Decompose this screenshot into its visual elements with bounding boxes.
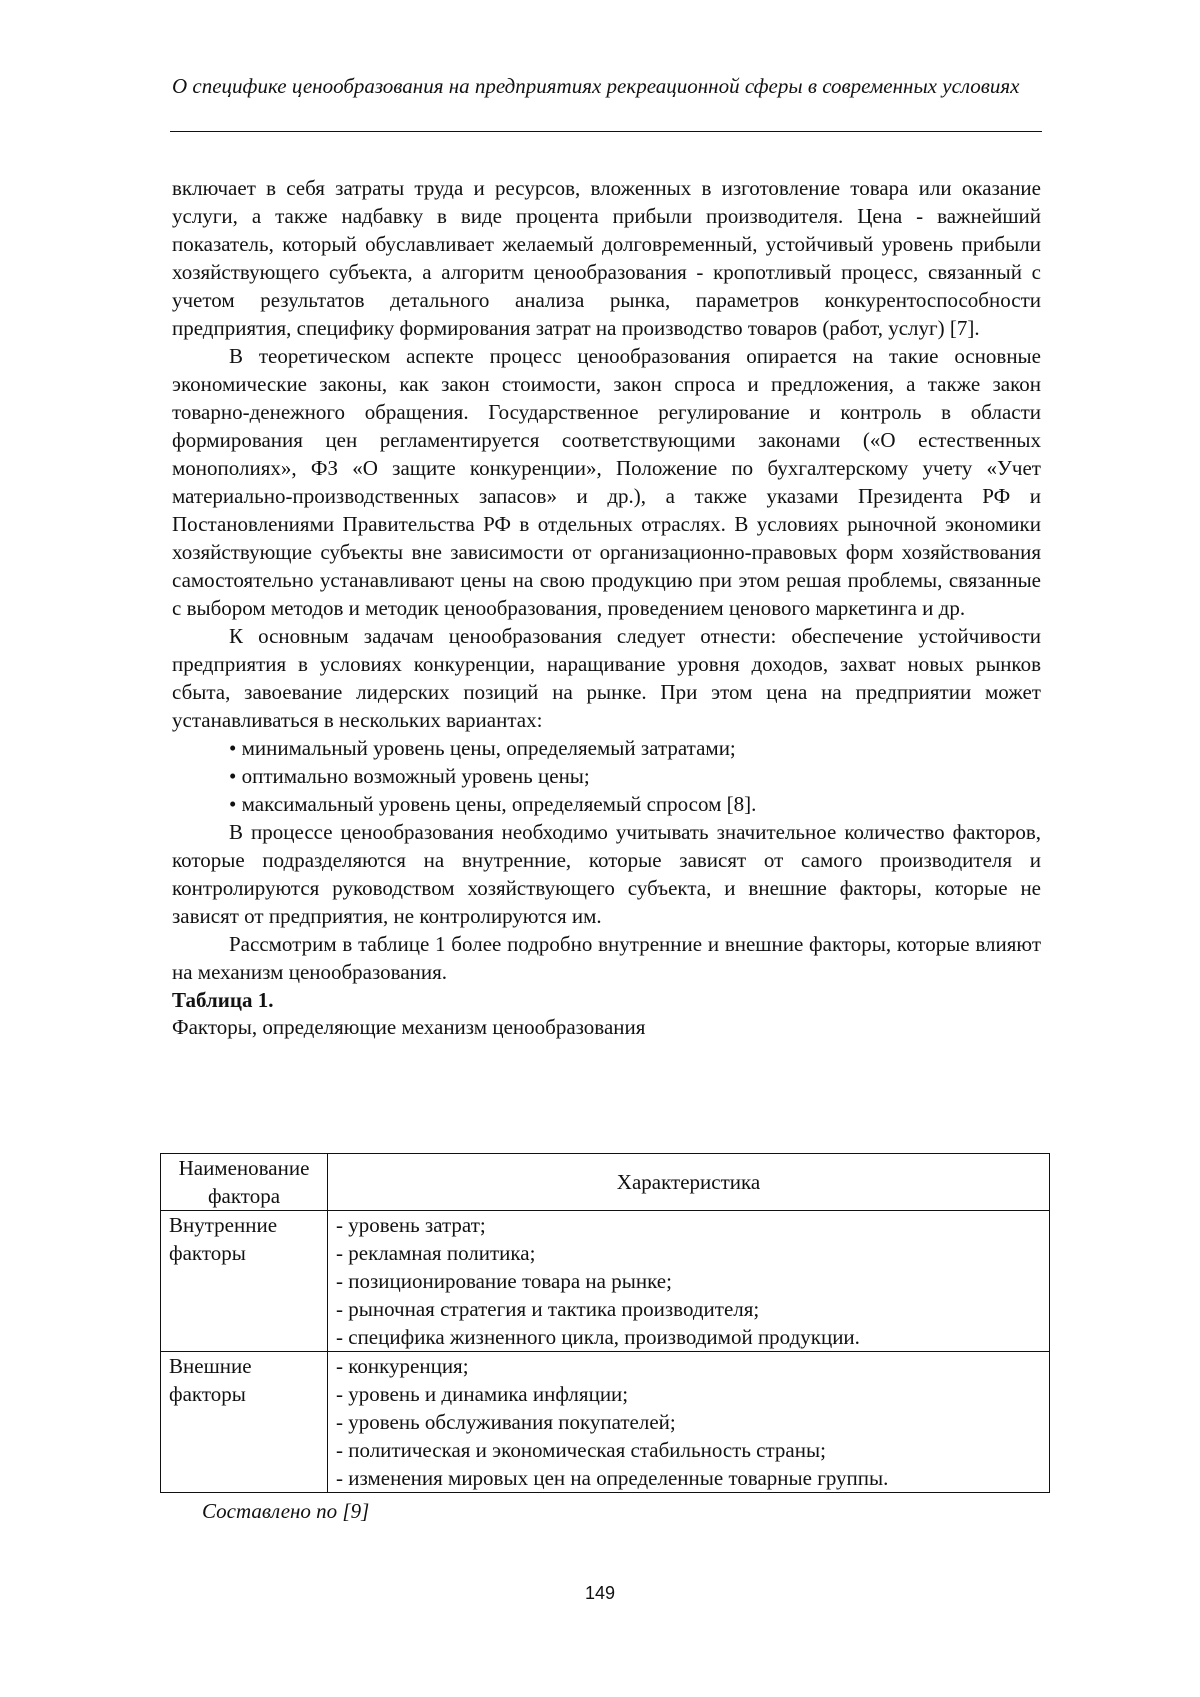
column-header-factor: Наименование фактора bbox=[161, 1154, 328, 1211]
table-source-note: Составлено по [9] bbox=[202, 1499, 370, 1523]
paragraph: Рассмотрим в таблице 1 более подробно внутренние и внешние факторы, которые влияют на механизм ценообразования. bbox=[172, 932, 1041, 984]
bullet-list bbox=[172, 734, 1041, 818]
paragraph: В процессе ценообразования необходимо учитывать значительное количество факторов, которые подразделяются на внутренние, которые зависят от самого производителя и контролируются руководством хозяйствующего субъекта, и внешние факторы, которые не зависят от предприятия, не контролируются им. bbox=[172, 820, 1041, 928]
list-item: - политическая и экономическая стабильность страны; bbox=[336, 1438, 826, 1462]
list-item: - изменения мировых цен на определенные товарные группы. bbox=[336, 1466, 889, 1490]
characteristic-cell bbox=[328, 1352, 1050, 1493]
article-body bbox=[172, 174, 1041, 1040]
factor-name-cell: Внешние факторы bbox=[161, 1352, 328, 1493]
list-item: - конкуренция; bbox=[336, 1354, 469, 1378]
factor-name-cell: Внутренние факторы bbox=[161, 1211, 328, 1352]
paragraph: К основным задачам ценообразования следует отнести: обеспечение устойчивости предприятия в условиях конкуренции, наращивание уровня доходов, захват новых рынков сбыта, завоевание лидерских позиций на рынке. При этом цена на предприятии может устанавливаться в нескольких вариантах: bbox=[172, 624, 1041, 732]
column-header-characteristic: Характеристика bbox=[328, 1154, 1050, 1211]
list-item: - специфика жизненного цикла, производимой продукции. bbox=[336, 1325, 860, 1349]
list-item: - уровень затрат; bbox=[336, 1213, 486, 1237]
characteristic-cell bbox=[328, 1211, 1050, 1352]
factors-table bbox=[160, 1153, 1050, 1493]
page-number: 149 bbox=[584, 1583, 616, 1603]
list-item: - уровень обслуживания покупателей; bbox=[336, 1410, 676, 1434]
list-item: • оптимально возможный уровень цены; bbox=[229, 764, 590, 788]
paragraph: включает в себя затраты труда и ресурсов, вложенных в изготовление товара или оказание услуги, а также надбавку в виде процента прибыли производителя. Цена - важнейший показатель, который обуславливает желаемый долговременный, устойчивый уровень прибыли хозяйствующего субъекта, а алгоритм ценообразования - кропотливый процесс, связанный с учетом результатов детального анализа рынка, параметров конкурентоспособности предприятия, специфику формирования затрат на производство товаров (работ, услуг) [7]. bbox=[172, 176, 1041, 340]
running-header: О специфике ценообразования на предприятиях рекреационной сферы в современных условиях bbox=[172, 74, 1020, 98]
header-divider bbox=[170, 131, 1042, 132]
paragraph: В теоретическом аспекте процесс ценообразования опирается на такие основные экономические законы, как закон стоимости, закон спроса и предложения, а также закон товарно-денежного обращения. Государственное регулирование и контроль в области формирования цен регламентируется соответствующими законами («О естественных монополиях», ФЗ «О защите конкуренции», Положение по бухгалтерскому учету «Учет материально-производственных запасов» и др.), а также указами Президента РФ и Постановлениями Правительства РФ в отдельных отраслях. В условиях рыночной экономики хозяйствующие субъекты вне зависимости от организационно-правовых форм хозяйствования самостоятельно устанавливают цены на свою продукцию при этом решая проблемы, связанные с выбором методов и методик ценообразования, проведением ценового маркетинга и др. bbox=[172, 344, 1041, 620]
list-item: - рыночная стратегия и тактика производителя; bbox=[336, 1297, 760, 1321]
list-item: - уровень и динамика инфляции; bbox=[336, 1382, 629, 1406]
table-row bbox=[161, 1211, 1050, 1352]
list-item: - рекламная политика; bbox=[336, 1241, 536, 1265]
list-item: • максимальный уровень цены, определяемый спросом [8]. bbox=[229, 792, 757, 816]
list-item: • минимальный уровень цены, определяемый затратами; bbox=[229, 736, 736, 760]
table-caption: Факторы, определяющие механизм ценообразования bbox=[172, 1015, 646, 1039]
table-label: Таблица 1. bbox=[172, 988, 274, 1012]
list-item: - позиционирование товара на рынке; bbox=[336, 1269, 672, 1293]
table-header-row bbox=[161, 1154, 1050, 1211]
table-row bbox=[161, 1352, 1050, 1493]
